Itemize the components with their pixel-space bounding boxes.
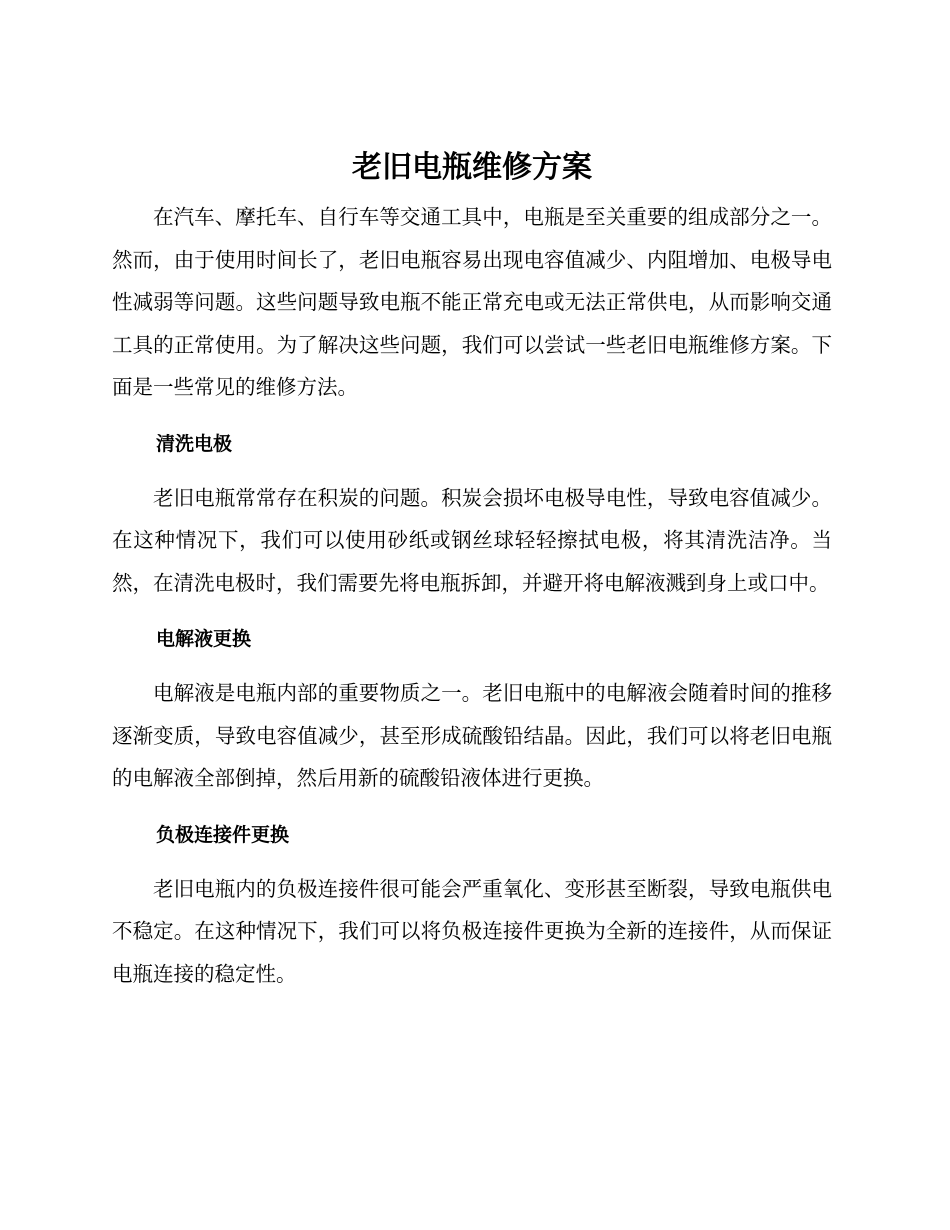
section-clean-electrodes (112, 429, 832, 605)
section-negative-connector-replacement (112, 820, 832, 996)
section-heading: 清洗电极 (156, 432, 233, 455)
section-paragraph: 老旧电瓶内的负极连接件很可能会严重氧化、变形甚至断裂，导致电瓶供电不稳定。在这种情况下，我们可以将负极连接件更换为全新的连接件，从而保证电瓶连接的稳定性。 (112, 876, 832, 986)
section-heading: 电解液更换 (156, 628, 252, 650)
document-title: 老旧电瓶维修方案 (352, 150, 592, 185)
section-paragraph: 老旧电瓶常常存在积炭的问题。积炭会损坏电极导电性，导致电容值减少。在这种情况下，我们可以使用砂纸或钢丝球轻轻擦拭电极，将其清洗洁净。当然，在清洗电极时，我们需要先将电瓶拆卸，并避开将电解液溅到身上或口中。 (112, 485, 832, 595)
section-paragraph: 电解液是电瓶内部的重要物质之一。老旧电瓶中的电解液会随着时间的推移逐渐变质，导致电容值减少，甚至形成硫酸铅结晶。因此，我们可以将老旧电瓶的电解液全部倒掉，然后用新的硫酸铅液体进行更换。 (112, 681, 832, 790)
intro-paragraph: 在汽车、摩托车、自行车等交通工具中，电瓶是至关重要的组成部分之一。然而，由于使用时间长了，老旧电瓶容易出现电容值减少、内阻增加、电极导电性减弱等问题。这些问题导致电瓶不能正常充电或无法正常供电，从而影响交通工具的正常使用。为了解决这些问题，我们可以尝试一些老旧电瓶维修方案。下面是一些常见的维修方法。 (112, 205, 832, 399)
section-heading: 负极连接件更换 (156, 823, 290, 846)
document-page (112, 146, 832, 995)
section-electrolyte-replacement (112, 624, 832, 800)
